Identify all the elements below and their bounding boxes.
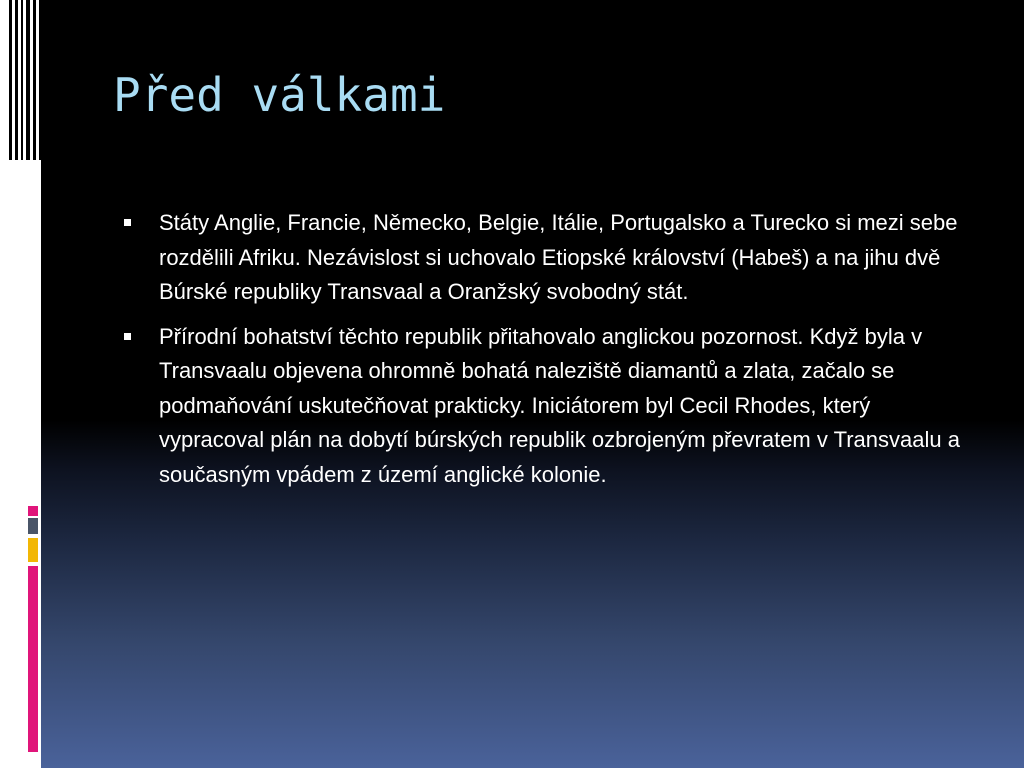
decorative-left-strip: [0, 0, 41, 768]
bullet-item: [122, 206, 972, 310]
decorative-accent-yellow: [28, 538, 38, 562]
slide-title: Před válkami: [113, 68, 446, 122]
bullet-text: Státy Anglie, Francie, Německo, Belgie, Itálie, Portugalsko a Turecko si mezi sebe rozdělili Afriku. Nezávislost si uchovalo Etiopské království (Habeš) a na jihu dvě Búrské republiky Transvaal a Oranžský svobodný stát.: [159, 210, 958, 304]
bullet-list: [122, 206, 972, 502]
decorative-line: [33, 0, 36, 160]
bullet-item: [122, 320, 972, 493]
decorative-line: [9, 0, 12, 160]
decorative-line: [15, 0, 18, 160]
square-bullet-icon: [124, 219, 131, 226]
decorative-accent-pink: [28, 506, 38, 516]
decorative-line: [39, 0, 41, 160]
decorative-line: [21, 0, 23, 160]
decorative-line: [26, 0, 30, 160]
decorative-accent-gray: [28, 518, 38, 534]
bullet-text: Přírodní bohatství těchto republik přitahovalo anglickou pozornost. Když byla v Transvaalu objevena ohromně bohatá naleziště diamantů a zlata, začalo se podmaňování uskutečňovat prakticky. Iniciátorem byl Cecil Rhodes, který vypracoval plán na dobytí búrských republik ozbrojeným převratem v Transvaalu a současným vpádem z území anglické kolonie.: [159, 323, 960, 487]
square-bullet-icon: [124, 333, 131, 340]
decorative-accent-pink-bar: [28, 566, 38, 752]
